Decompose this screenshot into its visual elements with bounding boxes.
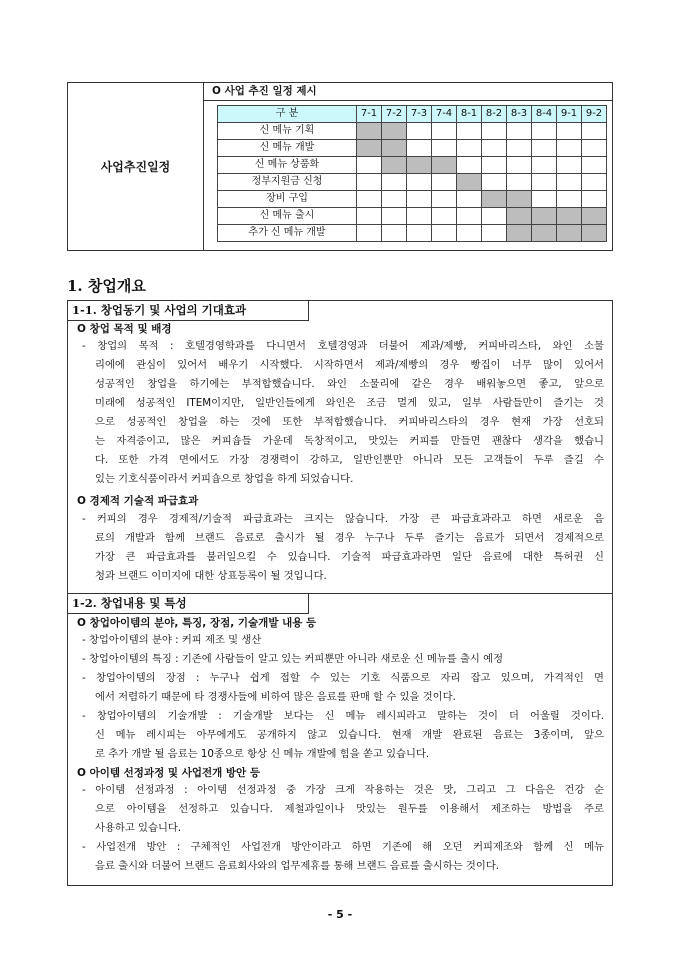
gantt-cell	[432, 140, 457, 157]
gantt-cell	[457, 191, 482, 208]
gantt-cell-active	[382, 157, 407, 174]
gantt-cell	[357, 174, 382, 191]
gantt-cell	[482, 208, 507, 225]
list-item	[82, 781, 604, 838]
gantt-cell	[482, 123, 507, 140]
gantt-cell	[582, 191, 607, 208]
gantt-row	[218, 208, 607, 225]
schedule-box	[67, 82, 613, 251]
section-title: 1. 창업개요	[67, 277, 146, 295]
schedule-label: 사업추진일정	[68, 83, 204, 250]
gantt-cell-active	[407, 157, 432, 174]
gantt-cell	[457, 157, 482, 174]
task-name: 신 메뉴 출시	[218, 208, 357, 225]
gantt-cell-active	[507, 191, 532, 208]
gantt-cell	[432, 123, 457, 140]
text-line: 로 추가 개발 될 음료는 10종으로 항상 신 메뉴 개발에 힘을 쏟고 있습니다.	[95, 748, 430, 760]
gantt-cell	[432, 225, 457, 242]
text-line: - 창업아이템의 분야 : 커피 제조 및 생산	[82, 634, 262, 646]
gantt-header-label: 구 분	[218, 106, 357, 123]
gantt-cell	[382, 191, 407, 208]
gantt-cell	[357, 157, 382, 174]
gantt-cell	[357, 191, 382, 208]
gantt-cell-active	[357, 140, 382, 157]
text-line: - 커피의 경우 경제적/기술적 파급효과는 크지는 않습니다. 가장 큰 파급효과라고 하면 새로운 음	[82, 513, 604, 525]
item-list	[82, 781, 604, 876]
section-1-2-title: 1-2. 창업내용 및 특성	[67, 593, 309, 614]
gantt-cell	[557, 191, 582, 208]
gantt-row	[218, 140, 607, 157]
gantt-cell	[482, 157, 507, 174]
gantt-cell	[507, 140, 532, 157]
gantt-cell	[432, 191, 457, 208]
gantt-cell	[582, 123, 607, 140]
gantt-cell	[382, 225, 407, 242]
subheading: O 창업 목적 및 배경	[77, 323, 172, 335]
gantt-header-row	[218, 106, 607, 123]
divider	[203, 100, 612, 101]
section-1-1-title: 1-1. 창업동기 및 사업의 기대효과	[67, 300, 309, 321]
text-line: - 창업아이템의 장점 : 누구나 쉽게 접할 수 있는 기호 식품으로 자리 잡고 있으며, 가격적인 면	[82, 672, 604, 684]
task-name: 장비 구입	[218, 191, 357, 208]
gantt-cell-active	[557, 208, 582, 225]
text-line: 리에에 관심이 있어서 배우기 시작했다. 시작하면서 제과/제빵의 경우 빵집이 너무 많이 있어서	[95, 359, 604, 371]
list-item	[82, 707, 604, 764]
period-header: 8-4	[532, 106, 557, 123]
gantt-cell-active	[507, 225, 532, 242]
gantt-row	[218, 225, 607, 242]
gantt-cell	[582, 140, 607, 157]
gantt-cell	[432, 208, 457, 225]
text-line: 음료 출시와 더불어 브랜드 음료회사와의 업무제휴를 통해 브랜드 음료를 출시하는 것이다.	[95, 860, 500, 872]
text-line: - 사업전개 방안 : 구체적인 사업전개 방안이라고 하면 기존에 해 오던 커피제조와 함께 신 메뉴	[82, 841, 604, 853]
text-line: 다. 또한 가격 면에서도 가장 경쟁력이 강하고, 일반인뿐만 아니라 모든 고객들이 두루 즐길 수	[95, 454, 604, 466]
gantt-cell	[407, 140, 432, 157]
task-name: 신 메뉴 상품화	[218, 157, 357, 174]
gantt-cell	[532, 123, 557, 140]
gantt-cell-active	[432, 157, 457, 174]
gantt-cell	[407, 225, 432, 242]
gantt-cell	[407, 191, 432, 208]
list-item	[82, 838, 604, 876]
gantt-cell	[357, 208, 382, 225]
list-item	[82, 631, 604, 650]
period-header: 9-1	[557, 106, 582, 123]
list-item	[82, 650, 604, 669]
gantt-cell	[557, 174, 582, 191]
gantt-cell	[507, 174, 532, 191]
gantt-row	[218, 174, 607, 191]
gantt-cell	[482, 225, 507, 242]
page-number: - 5 -	[327, 908, 353, 921]
period-header: 8-2	[482, 106, 507, 123]
gantt-table	[217, 105, 607, 242]
gantt-cell	[582, 157, 607, 174]
text-line: 신 메뉴 레시피는 아무에게도 공개하지 않고 있습니다. 현재 개발 완료된 음료는 3종이며, 앞으	[95, 729, 604, 741]
gantt-cell-active	[582, 225, 607, 242]
gantt-cell	[532, 191, 557, 208]
task-name: 정부지원금 신청	[218, 174, 357, 191]
gantt-cell-active	[557, 225, 582, 242]
gantt-cell	[557, 157, 582, 174]
gantt-cell	[407, 174, 432, 191]
period-header: 9-2	[582, 106, 607, 123]
subheading: O 창업아이템의 분야, 특징, 장점, 기술개발 내용 등	[77, 617, 317, 629]
gantt-cell	[457, 208, 482, 225]
period-header: 8-3	[507, 106, 532, 123]
gantt-cell-active	[382, 123, 407, 140]
gantt-cell	[507, 123, 532, 140]
gantt-cell	[532, 174, 557, 191]
gantt-cell	[457, 140, 482, 157]
paragraph	[82, 510, 604, 586]
text-line: 가장 큰 파급효과를 불러일으킬 수 있습니다. 기술적 파급효과라면 일단 음료에 대한 특허권 신	[95, 551, 604, 563]
gantt-cell	[457, 123, 482, 140]
task-name: 신 메뉴 개발	[218, 140, 357, 157]
text-line: 있는 기호식품이라서 커피숍으로 창업을 하게 되었습니다.	[95, 473, 354, 485]
gantt-cell	[457, 225, 482, 242]
gantt-cell	[557, 140, 582, 157]
period-header: 7-4	[432, 106, 457, 123]
text-line: 으로 성공적인 창업을 하는 것에 또한 부적합했습니다. 커피바리스타의 경우 현재 가장 선호되	[95, 416, 604, 428]
period-header: 8-1	[457, 106, 482, 123]
gantt-cell	[482, 140, 507, 157]
overview-box	[67, 300, 613, 886]
schedule-heading: O 사업 추진 일정 제시	[212, 85, 317, 97]
task-name: 추가 신 메뉴 개발	[218, 225, 357, 242]
subheading: O 아이템 선정과정 및 사업전개 방안 등	[77, 767, 261, 779]
text-line: 미래에 성공적인 ITEM이지만, 일반인들에게 와인은 조금 멀게 있고, 일부 사람들만이 즐기는 것	[95, 397, 604, 409]
gantt-row	[218, 123, 607, 140]
text-line: - 창업의 목적 : 호텔경영학과를 다니면서 호텔경영과 더불어 제과/제빵, 커피바리스타, 와인 소물	[82, 340, 604, 352]
gantt-cell	[382, 208, 407, 225]
gantt-cell	[532, 157, 557, 174]
gantt-row	[218, 191, 607, 208]
text-line: 에서 저렴하기 때문에 타 경쟁사들에 비하여 많은 음료를 판매 할 수 있을 것이다.	[95, 691, 456, 703]
item-list	[82, 631, 604, 764]
period-header: 7-2	[382, 106, 407, 123]
gantt-cell-active	[382, 140, 407, 157]
gantt-cell	[507, 157, 532, 174]
gantt-cell-active	[482, 191, 507, 208]
gantt-cell-active	[457, 174, 482, 191]
gantt-cell	[532, 140, 557, 157]
gantt-cell-active	[357, 123, 382, 140]
gantt-cell	[407, 123, 432, 140]
paragraph	[82, 337, 604, 489]
gantt-cell-active	[507, 208, 532, 225]
text-line: 사용하고 있습니다.	[95, 822, 182, 834]
text-line: 료의 개발과 함께 브랜드 음료로 출시가 될 경우 누구나 두루 즐기는 음료가 되면서 경제적으로	[95, 532, 604, 544]
gantt-cell	[357, 225, 382, 242]
text-line: - 창업아이템의 특징 : 기존에 사람들이 알고 있는 커피뿐만 아니라 새로운 신 메뉴를 출시 예정	[82, 653, 504, 665]
gantt-cell-active	[532, 208, 557, 225]
gantt-cell-active	[532, 225, 557, 242]
period-header: 7-1	[357, 106, 382, 123]
text-line: 청과 브랜드 이미지에 대한 상표등록이 될 것입니다.	[95, 570, 327, 582]
gantt-cell	[582, 174, 607, 191]
gantt-cell	[557, 123, 582, 140]
text-line: - 창업아이템의 기술개발 : 기술개발 보다는 신 메뉴 레시피라고 말하는 것이 더 어울릴 것이다.	[82, 710, 604, 722]
text-line: 으로 아이템을 선정하고 있습니다. 제철과일이나 맛있는 원두를 이용해서 제조하는 방법을 주로	[95, 803, 604, 815]
gantt-cell	[407, 208, 432, 225]
period-header: 7-3	[407, 106, 432, 123]
gantt-row	[218, 157, 607, 174]
subheading: O 경제적 기술적 파급효과	[77, 495, 199, 507]
list-item	[82, 669, 604, 707]
gantt-cell-active	[582, 208, 607, 225]
text-line: 성공적인 창업을 하기에는 부적합했습니다. 와인 소물리에 같은 경우 배워놓으면 좋고, 앞으로	[95, 378, 604, 390]
task-name: 신 메뉴 기획	[218, 123, 357, 140]
gantt-cell	[432, 174, 457, 191]
gantt-cell	[482, 174, 507, 191]
gantt-cell	[382, 174, 407, 191]
text-line: - 아이템 선정과정 : 아이템 선정과정 중 가장 크게 작용하는 것은 맛, 그리고 그 다음은 건강 순	[82, 784, 604, 796]
text-line: 는 자격증이고, 많은 커피숍들 가운데 독창적이고, 맛있는 커피를 만들면 괜찮다 생각을 했습니	[95, 435, 604, 447]
